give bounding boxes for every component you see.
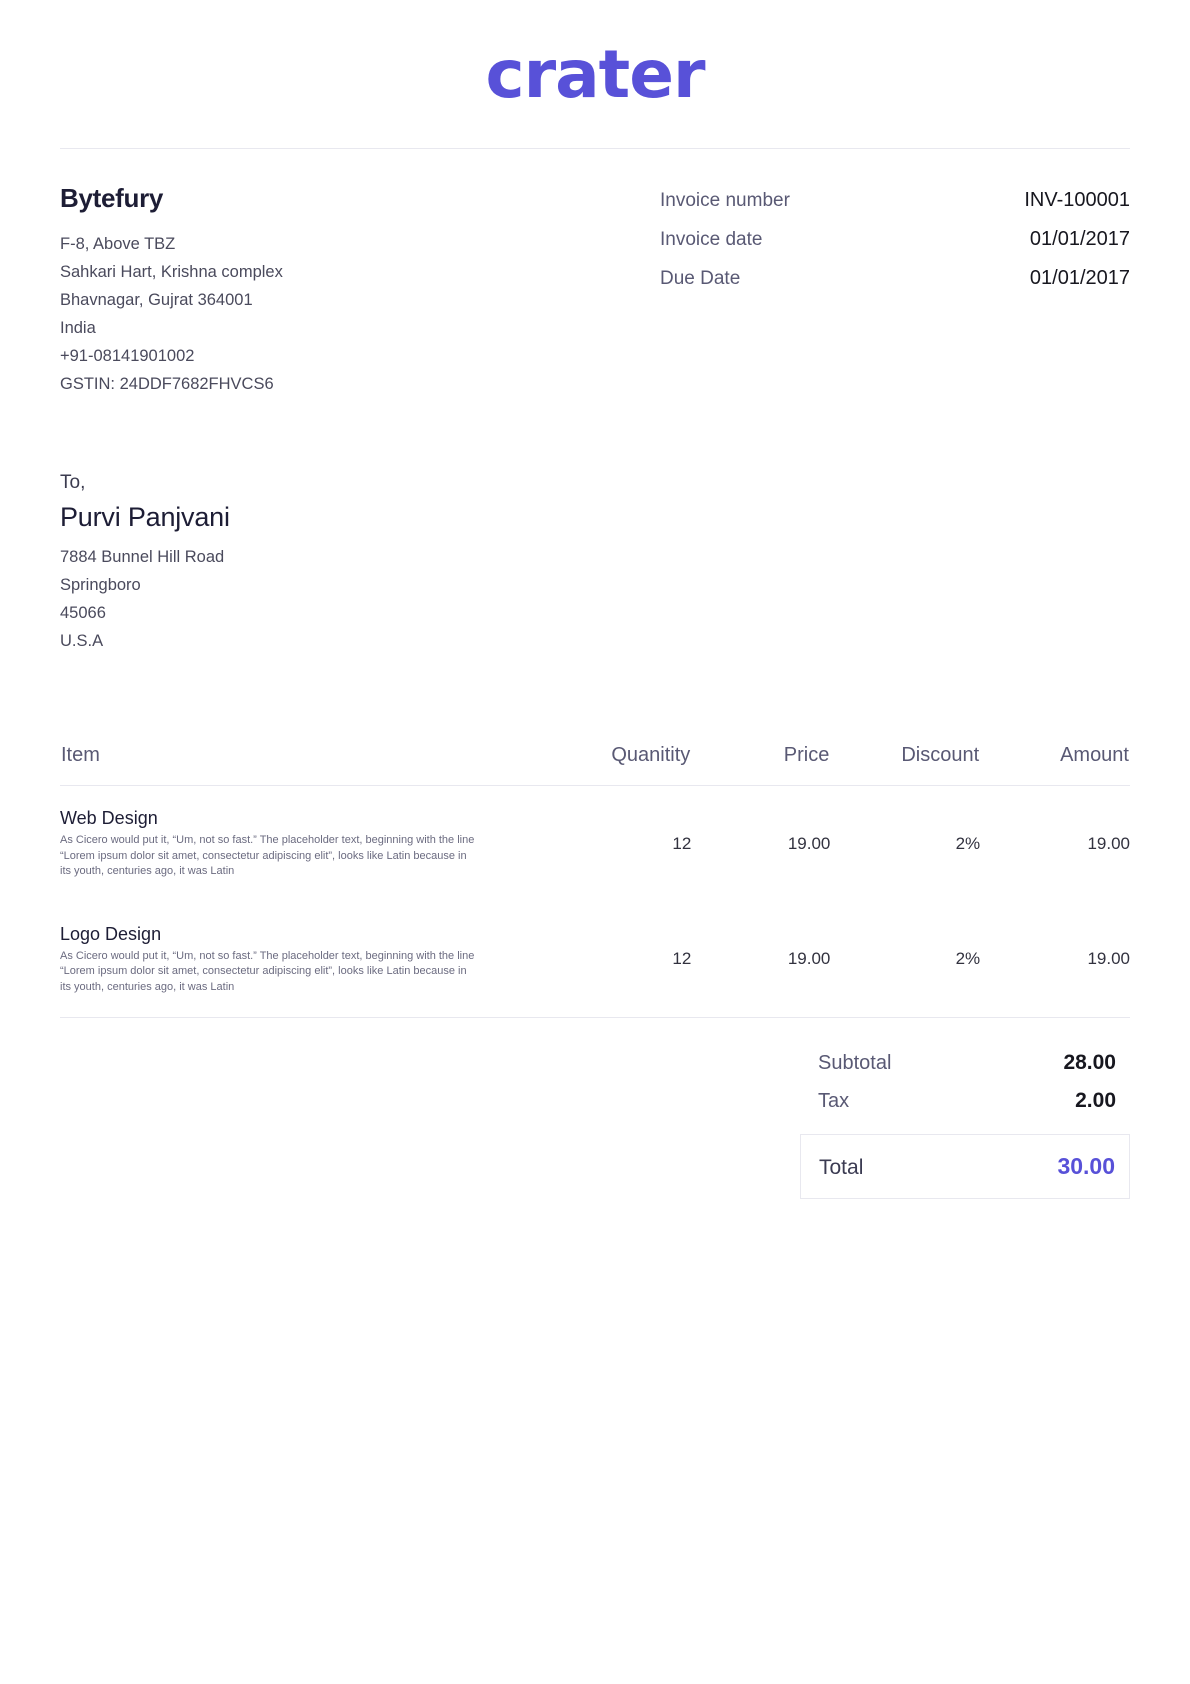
item-discount: 2% bbox=[955, 833, 981, 853]
item-description: As Cicero would put it, “Um, not so fast.” The placeholder text, beginning with the line “Lorem ipsum dolor sit amet, consectetur adipiscing elit”, looks like Latin because in its youth, centuries ago, it was Latin bbox=[60, 834, 475, 877]
column-header-quantity: Quanitity bbox=[611, 744, 691, 766]
items-section bbox=[0, 655, 1190, 1017]
due-date-row bbox=[660, 267, 1130, 290]
item-discount: 2% bbox=[955, 949, 981, 969]
company-name: Bytefury bbox=[60, 183, 164, 213]
customer-address bbox=[60, 543, 1130, 655]
item-quantity: 12 bbox=[672, 833, 692, 853]
invoice-number-row bbox=[660, 189, 1130, 212]
tax-label: Tax bbox=[818, 1090, 850, 1112]
items-header-row bbox=[60, 743, 1130, 786]
item-amount: 19.00 bbox=[1087, 833, 1130, 853]
due-date-value: 01/01/2017 bbox=[1029, 267, 1130, 289]
company-address-line: Bhavnagar, Gujrat 364001 bbox=[60, 291, 253, 309]
table-row bbox=[60, 786, 1130, 902]
tax-value: 2.00 bbox=[1075, 1089, 1116, 1112]
item-name: Logo Design bbox=[60, 923, 162, 944]
item-cell bbox=[60, 902, 552, 1018]
company-block bbox=[60, 183, 580, 398]
tax-row bbox=[800, 1082, 1130, 1120]
customer-address-line: Springboro bbox=[60, 576, 141, 594]
subtotal-value: 28.00 bbox=[1063, 1051, 1116, 1074]
items-table bbox=[60, 743, 1130, 1017]
company-address-line: India bbox=[60, 319, 96, 337]
invoice-number-label: Invoice number bbox=[660, 190, 790, 211]
customer-address-line: U.S.A bbox=[60, 632, 104, 650]
items-table-body bbox=[60, 786, 1130, 1018]
item-cell bbox=[60, 786, 552, 902]
crater-logo-text: crater bbox=[485, 36, 705, 113]
totals-section bbox=[0, 1018, 1190, 1199]
bill-to-block bbox=[0, 398, 1190, 655]
company-phone: +91-08141901002 bbox=[60, 347, 195, 365]
subtotal-row bbox=[800, 1044, 1130, 1082]
totals-box bbox=[800, 1044, 1130, 1199]
item-amount: 19.00 bbox=[1087, 949, 1130, 969]
column-header-discount: Discount bbox=[901, 744, 980, 766]
total-value: 30.00 bbox=[1057, 1153, 1115, 1179]
items-table-head bbox=[60, 743, 1130, 786]
subtotal-label: Subtotal bbox=[818, 1052, 892, 1074]
item-description: As Cicero would put it, “Um, not so fast.” The placeholder text, beginning with the line “Lorem ipsum dolor sit amet, consectetur adipiscing elit”, looks like Latin because in its youth, centuries ago, it was Latin bbox=[60, 949, 475, 993]
invoice-date-label: Invoice date bbox=[660, 229, 763, 250]
company-gstin: GSTIN: 24DDF7682FHVCS6 bbox=[60, 375, 274, 393]
invoice-date-row bbox=[660, 228, 1130, 251]
customer-name: Purvi Panjvani bbox=[60, 502, 230, 532]
column-header-item: Item bbox=[61, 744, 100, 766]
bill-to-label: To, bbox=[60, 472, 86, 493]
item-price: 19.00 bbox=[787, 833, 831, 853]
invoice-header bbox=[0, 149, 1190, 398]
company-address-line: F-8, Above TBZ bbox=[60, 235, 176, 253]
column-header-amount: Amount bbox=[1060, 744, 1129, 766]
item-price: 19.00 bbox=[787, 949, 831, 969]
due-date-label: Due Date bbox=[660, 268, 741, 289]
item-quantity: 12 bbox=[672, 949, 692, 969]
customer-address-line: 7884 Bunnel Hill Road bbox=[60, 548, 225, 566]
customer-address-line: 45066 bbox=[60, 604, 106, 622]
invoice-number-value: INV-100001 bbox=[1024, 189, 1130, 211]
company-address bbox=[60, 230, 580, 398]
column-header-price: Price bbox=[783, 744, 830, 766]
item-name: Web Design bbox=[60, 808, 158, 828]
total-label: Total bbox=[819, 1156, 864, 1179]
table-row bbox=[60, 902, 1130, 1018]
grand-total-row bbox=[800, 1134, 1130, 1199]
invoice-meta-block bbox=[660, 183, 1130, 398]
company-address-line: Sahkari Hart, Krishna complex bbox=[60, 263, 283, 281]
invoice-date-value: 01/01/2017 bbox=[1029, 228, 1130, 250]
brand-logo bbox=[0, 0, 1190, 138]
